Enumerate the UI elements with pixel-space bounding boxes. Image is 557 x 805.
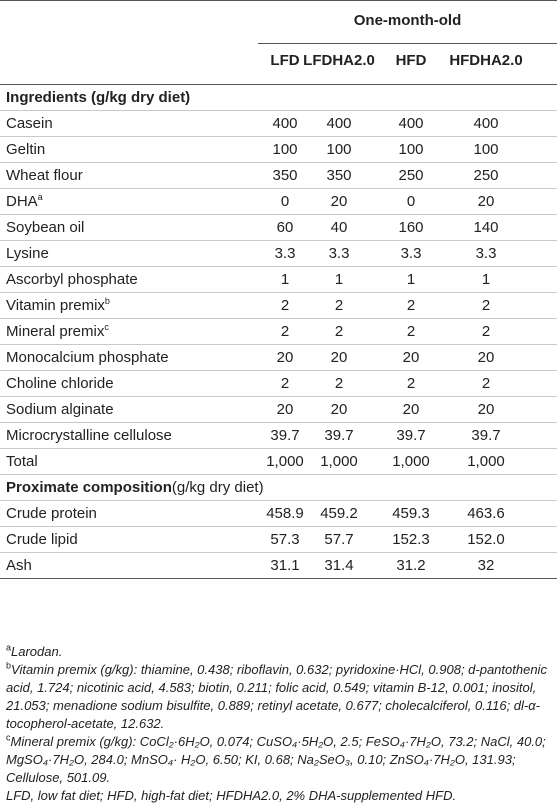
table-bottom-rule	[0, 578, 557, 579]
row-value: 20	[276, 349, 294, 366]
row-rule	[0, 526, 557, 527]
column-header-3: HFDHA2.0	[449, 52, 523, 69]
section-title-unit: (g/kg dry diet)	[171, 479, 264, 496]
row-rule	[0, 422, 557, 423]
column-header-2: HFD	[395, 52, 427, 69]
row-value: 350	[272, 167, 298, 184]
row-label: Vitamin premix$^b$	[6, 296, 110, 314]
row-label: Microcrystalline cellulose	[6, 427, 172, 444]
row-rule	[0, 318, 557, 319]
row-value: 20	[402, 349, 420, 366]
row-value: 100	[398, 141, 424, 158]
row-value: 400	[326, 115, 352, 132]
row-value: 3.3	[274, 245, 296, 262]
row-label: Ash	[6, 557, 32, 574]
column-header-0: LFD	[270, 52, 300, 69]
row-value: 1,000	[467, 453, 505, 470]
row-value: 2	[280, 375, 290, 392]
row-value: 2	[406, 323, 416, 340]
row-value: 459.2	[320, 505, 358, 522]
row-value: 2	[481, 323, 491, 340]
row-rule	[0, 188, 557, 189]
footnote-a: $^a$Larodan.	[6, 642, 63, 659]
section-title-text: Proximate composition	[6, 479, 172, 496]
row-value: 1	[406, 271, 416, 288]
row-value: 20	[330, 349, 348, 366]
row-label: Casein	[6, 115, 53, 132]
row-label: Crude protein	[6, 505, 97, 522]
row-rule	[0, 448, 557, 449]
row-value: 1,000	[266, 453, 304, 470]
row-value: 2	[406, 297, 416, 314]
group-header-rule	[258, 43, 557, 44]
row-value: 39.7	[471, 427, 501, 444]
row-value: 1	[481, 271, 491, 288]
row-rule	[0, 136, 557, 137]
group-header: One-month-old	[353, 12, 462, 29]
row-value: 32	[477, 557, 495, 574]
row-label: DHA$^a$	[6, 192, 43, 210]
row-rule	[0, 266, 557, 267]
row-value: 400	[473, 115, 499, 132]
row-rule	[0, 396, 557, 397]
row-value: 140	[473, 219, 499, 236]
row-value: 463.6	[467, 505, 505, 522]
row-label: Lysine	[6, 245, 49, 262]
table-top-rule	[0, 0, 557, 1]
row-value: 152.3	[392, 531, 430, 548]
row-rule	[0, 214, 557, 215]
row-value: 20	[477, 193, 495, 210]
row-value: 400	[398, 115, 424, 132]
row-value: 2	[280, 323, 290, 340]
table-footnotes	[6, 643, 553, 805]
row-value: 250	[398, 167, 424, 184]
row-value: 0	[406, 193, 416, 210]
row-value: 20	[477, 401, 495, 418]
row-rule	[0, 240, 557, 241]
row-value: 57.7	[324, 531, 354, 548]
row-value: 20	[477, 349, 495, 366]
row-label: Ascorbyl phosphate	[6, 271, 138, 288]
column-header-1: LFDHA2.0	[303, 52, 375, 69]
row-value: 2	[406, 375, 416, 392]
row-label: Crude lipid	[6, 531, 78, 548]
row-label: Monocalcium phosphate	[6, 349, 169, 366]
row-label: Mineral premix$^c$	[6, 322, 109, 340]
row-value: 2	[481, 375, 491, 392]
row-value: 3.3	[475, 245, 497, 262]
row-value: 458.9	[266, 505, 304, 522]
row-value: 39.7	[324, 427, 354, 444]
row-label: Wheat flour	[6, 167, 83, 184]
row-value: 250	[473, 167, 499, 184]
row-value: 3.3	[400, 245, 422, 262]
row-value: 2	[280, 297, 290, 314]
row-value: 39.7	[270, 427, 300, 444]
row-value: 40	[330, 219, 348, 236]
row-value: 2	[334, 375, 344, 392]
section-title-1	[6, 479, 264, 497]
row-rule	[0, 292, 557, 293]
row-value: 1	[280, 271, 290, 288]
row-value: 20	[330, 401, 348, 418]
row-rule	[0, 370, 557, 371]
row-value: 400	[272, 115, 298, 132]
row-rule	[0, 552, 557, 553]
footnote-c: $^c$Mineral premix (g/kg): CoCl₂·6H₂O, 0.074; CuSO₄·5H₂O, 2.5; FeSO₄·7H₂O, 73.2; NaCl, 40.0; MgSO₄·7H₂O, 284.0; MnSO₄· H₂O, 6.50; KI, 0.68; Na₂SeO₃, 0.10; ZnSO₄·7H₂O, 131.93; Cellulose, 501.09.	[6, 732, 546, 785]
row-value: 20	[330, 193, 348, 210]
row-value: 39.7	[396, 427, 426, 444]
row-value: 31.2	[396, 557, 426, 574]
section-title-text: Ingredients (g/kg dry diet)	[6, 89, 191, 106]
row-label: Total	[6, 453, 38, 470]
row-value: 2	[481, 297, 491, 314]
footnote-b: $^b$Vitamin premix (g/kg): thiamine, 0.438; riboflavin, 0.632; pyridoxine·HCl, 0.908; d-pantothenic acid, 1.724; nicotinic acid, 4.583; biotin, 0.211; folic acid, 0.549; vitamin B-12, 0.001; inositol, 21.053; menadione sodium bisulfite, 0.889; retinyl acetate, 0.677; cholecalciferol, 0.116; dl-α-tocopherol-acetate, 12.632.	[6, 660, 547, 731]
row-value: 2	[334, 323, 344, 340]
row-value: 1	[334, 271, 344, 288]
row-value: 160	[398, 219, 424, 236]
row-value: 20	[276, 401, 294, 418]
row-value: 31.4	[324, 557, 354, 574]
row-label: Soybean oil	[6, 219, 85, 236]
row-value: 0	[280, 193, 290, 210]
row-value: 459.3	[392, 505, 430, 522]
row-value: 100	[473, 141, 499, 158]
row-value: 60	[276, 219, 294, 236]
row-value: 1,000	[392, 453, 430, 470]
row-value: 20	[402, 401, 420, 418]
footnote-abbreviations: LFD, low fat diet; HFD, high-fat diet; HFDHA2.0, 2% DHA-supplemented HFD.	[6, 788, 457, 803]
row-rule	[0, 474, 557, 475]
row-rule	[0, 500, 557, 501]
row-label: Sodium alginate	[6, 401, 114, 418]
row-value: 2	[334, 297, 344, 314]
row-value: 100	[326, 141, 352, 158]
row-rule	[0, 162, 557, 163]
row-rule	[0, 344, 557, 345]
row-value: 152.0	[467, 531, 505, 548]
row-rule	[0, 110, 557, 111]
row-label: Choline chloride	[6, 375, 114, 392]
row-value: 57.3	[270, 531, 300, 548]
row-value: 3.3	[328, 245, 350, 262]
row-value: 1,000	[320, 453, 358, 470]
row-value: 100	[272, 141, 298, 158]
row-value: 31.1	[270, 557, 300, 574]
section-title-0	[6, 89, 190, 107]
row-value: 350	[326, 167, 352, 184]
header-bottom-rule	[0, 84, 557, 85]
row-label: Geltin	[6, 141, 46, 158]
